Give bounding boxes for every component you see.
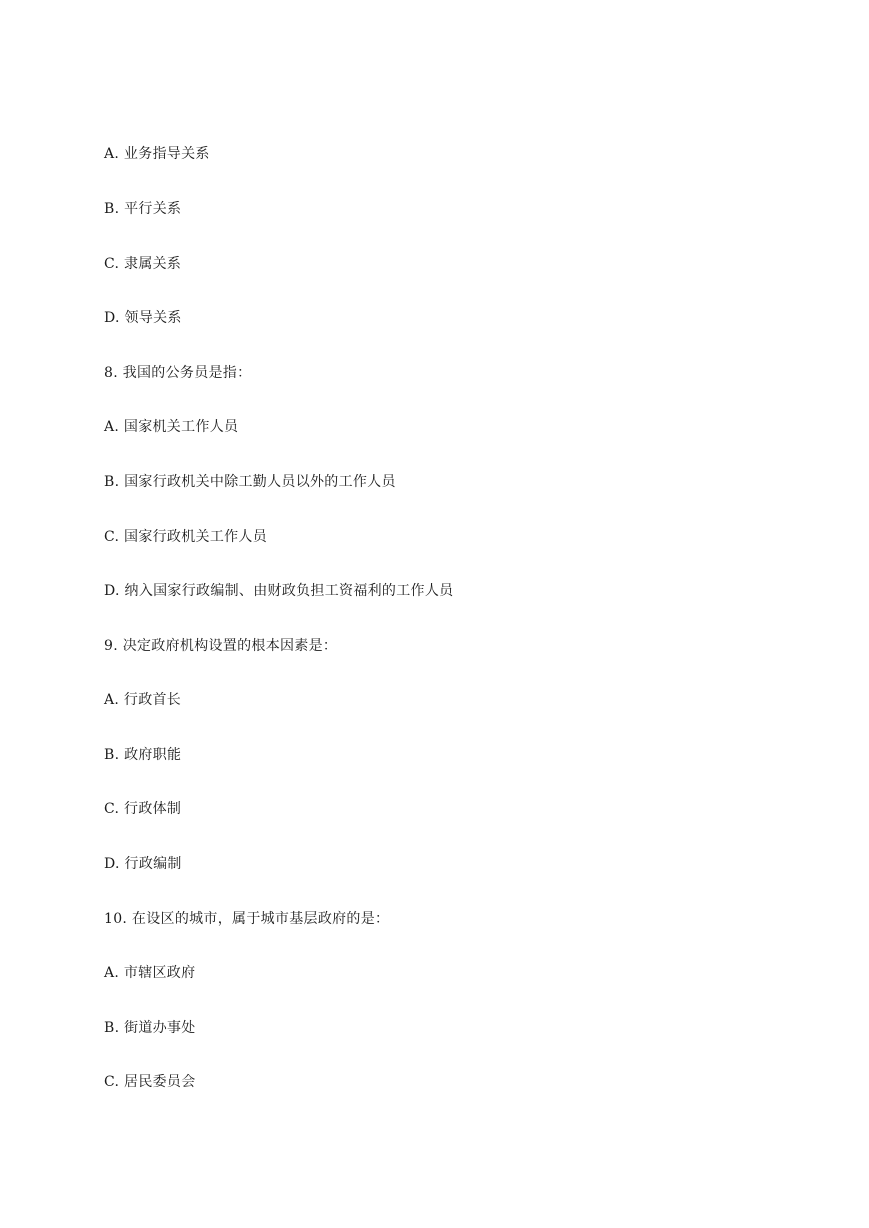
option-a-text: A. 国家机关工作人员 bbox=[104, 419, 239, 435]
option-a-text: A. 市辖区政府 bbox=[104, 965, 196, 981]
question-10-text: 10. 在设区的城市，属于城市基层政府的是： bbox=[104, 911, 390, 927]
option-b-text: B. 平行关系 bbox=[104, 201, 182, 217]
question-8-text: 8. 我国的公务员是指： bbox=[104, 365, 252, 381]
option-a-text: A. 业务指导关系 bbox=[104, 146, 210, 162]
option-d-text: D. 纳入国家行政编制、由财政负担工资福利的工作人员 bbox=[104, 583, 454, 599]
option-c-text: C. 隶属关系 bbox=[104, 256, 182, 272]
option-b-text: B. 政府职能 bbox=[104, 747, 182, 763]
option-a-text: A. 行政首长 bbox=[104, 692, 182, 708]
option-c-text: C. 居民委员会 bbox=[104, 1074, 196, 1090]
option-c-text: C. 国家行政机关工作人员 bbox=[104, 529, 268, 545]
question-9-text: 9. 决定政府机构设置的根本因素是： bbox=[104, 638, 338, 654]
option-d-text: D. 行政编制 bbox=[104, 856, 182, 872]
option-b-text: B. 国家行政机关中除工勤人员以外的工作人员 bbox=[104, 474, 396, 490]
option-b-text: B. 街道办事处 bbox=[104, 1020, 196, 1036]
option-d-text: D. 领导关系 bbox=[104, 310, 182, 326]
option-c-text: C. 行政体制 bbox=[104, 801, 182, 817]
